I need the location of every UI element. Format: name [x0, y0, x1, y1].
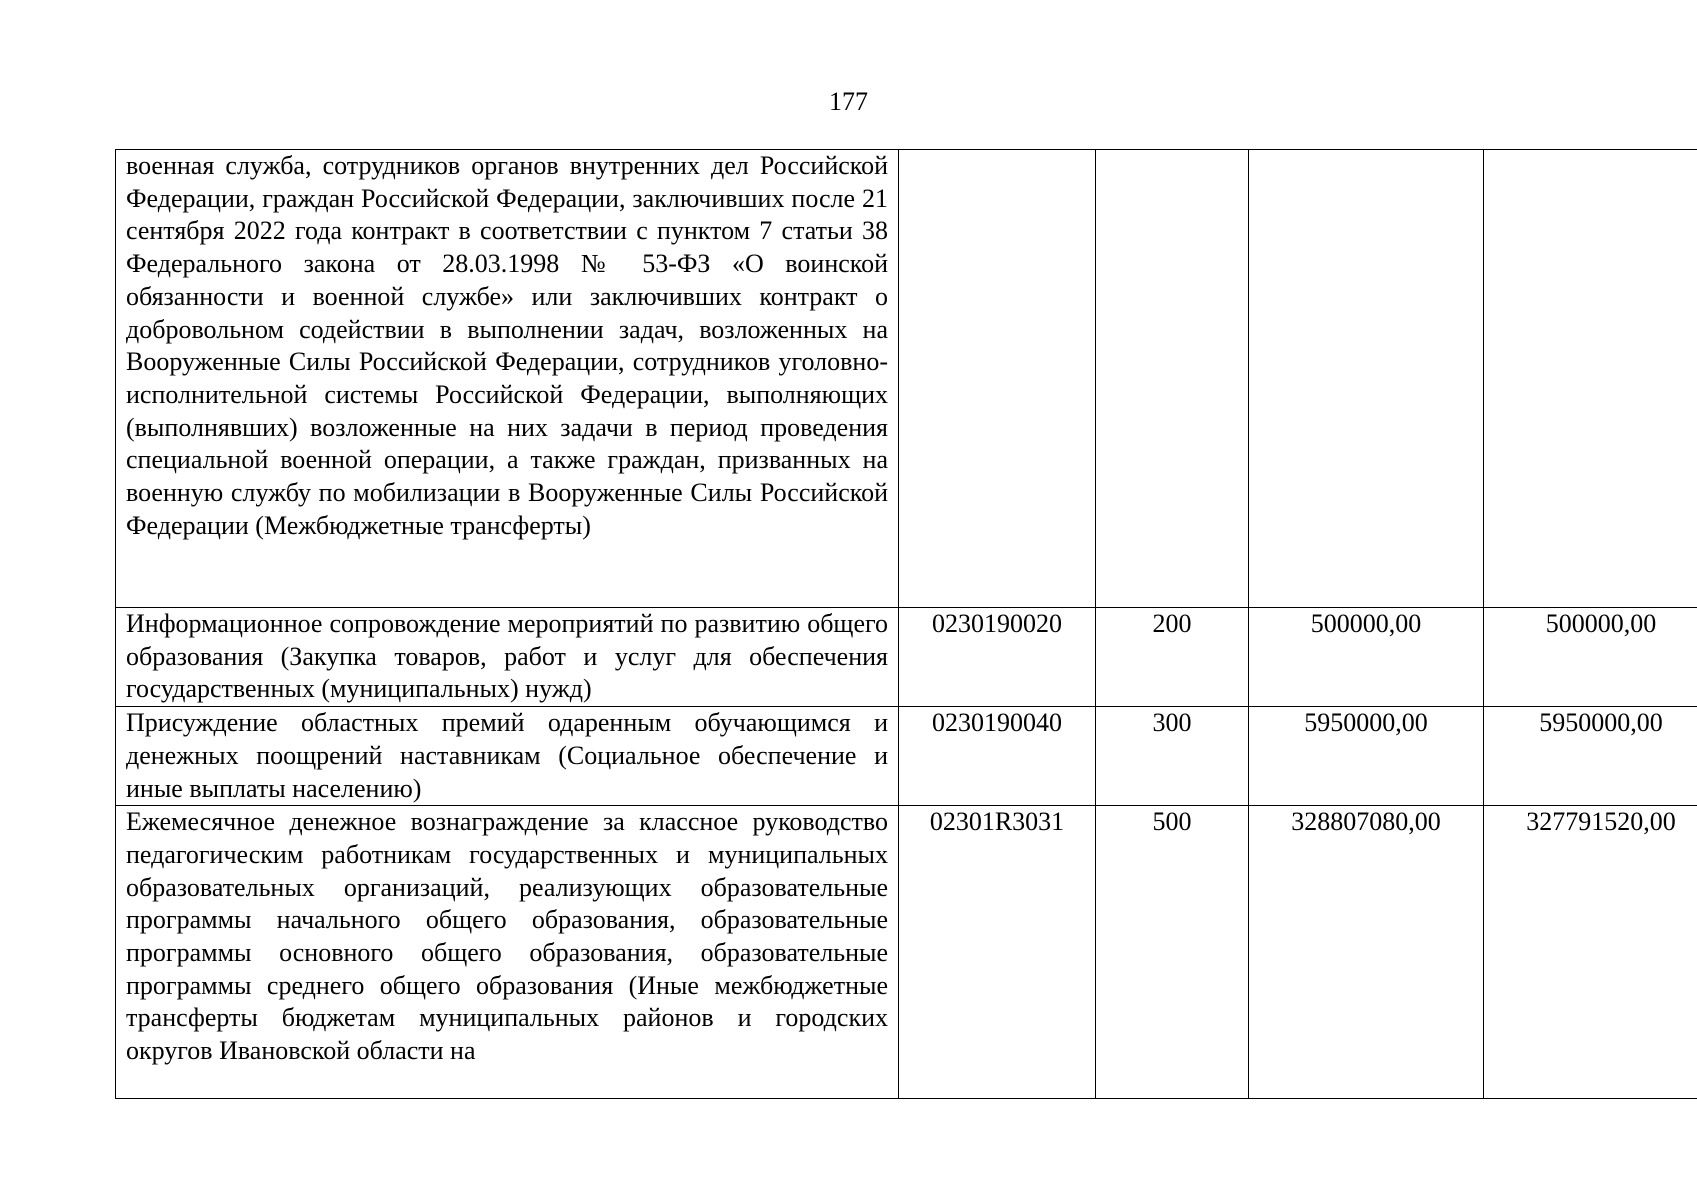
- row-code: 02301R3031: [899, 806, 1096, 1099]
- budget-table: [115, 149, 1697, 1099]
- row-code: 0230190020: [899, 608, 1096, 707]
- row-sum-1: 328807080,00: [1249, 806, 1484, 1099]
- row-description: [116, 150, 899, 608]
- description-text: Ежемесячное денежное вознаграждение за классное руководство педагогическим работникам государственных и муниципальных образовательных организаций, реализующих образовательные программы начального общего образования, образовательные программы основного общего образования, образовательные программы среднего общего образования (Иные межбюджетные трансферты бюджетам муниципальных районов и городских округов Ивановской области на: [126, 807, 888, 1066]
- description-text: Присуждение областных премий одаренным обучающимся и денежных поощрений наставникам (Социальное обеспечение и иные выплаты населению): [126, 708, 888, 803]
- row-expense-type: 300: [1096, 707, 1249, 806]
- row-description: [116, 806, 899, 1099]
- row-expense-type: [1096, 150, 1249, 608]
- row-sum-2: 327791520,00: [1484, 806, 1697, 1099]
- table-row: [116, 150, 1697, 608]
- table-row: [116, 608, 1697, 707]
- row-expense-type: 500: [1096, 806, 1249, 1099]
- description-text: Информационное сопровождение мероприятий по развитию общего образования (Закупка товаров, работ и услуг для обеспечения государственных (муниципальных) нужд): [126, 609, 888, 704]
- table-row: [116, 707, 1697, 806]
- table-row: [116, 806, 1697, 1099]
- row-sum-1: 500000,00: [1249, 608, 1484, 707]
- row-sum-2: [1484, 150, 1697, 608]
- row-sum-2: 5950000,00: [1484, 707, 1697, 806]
- row-expense-type: 200: [1096, 608, 1249, 707]
- row-code: [899, 150, 1096, 608]
- row-description: [116, 707, 899, 806]
- row-sum-1: [1249, 150, 1484, 608]
- page-number: 177: [829, 87, 868, 116]
- row-sum-2: 500000,00: [1484, 608, 1697, 707]
- description-text: военная служба, сотрудников органов внутренних дел Российской Федерации, граждан Российской Федерации, заключивших после 21 сентября 2022 года контракт в соответствии с пунктом 7 статьи 38 Федерального закона от 28.03.1998 № 53-ФЗ «О воинской обязанности и военной службе» или заключивших контракт о добровольном содействии в выполнении задач, возложенных на Вооруженные Силы Российской Федерации, сотрудников уголовно-исполнительной системы Российской Федерации, выполняющих (выполнявших) возложенные на них задачи в период проведения специальной военной операции, а также граждан, призванных на военную службу по мобилизации в Вооруженные Силы Российской Федерации (Межбюджетные трансферты): [126, 151, 888, 540]
- row-code: 0230190040: [899, 707, 1096, 806]
- row-sum-1: 5950000,00: [1249, 707, 1484, 806]
- row-description: [116, 608, 899, 707]
